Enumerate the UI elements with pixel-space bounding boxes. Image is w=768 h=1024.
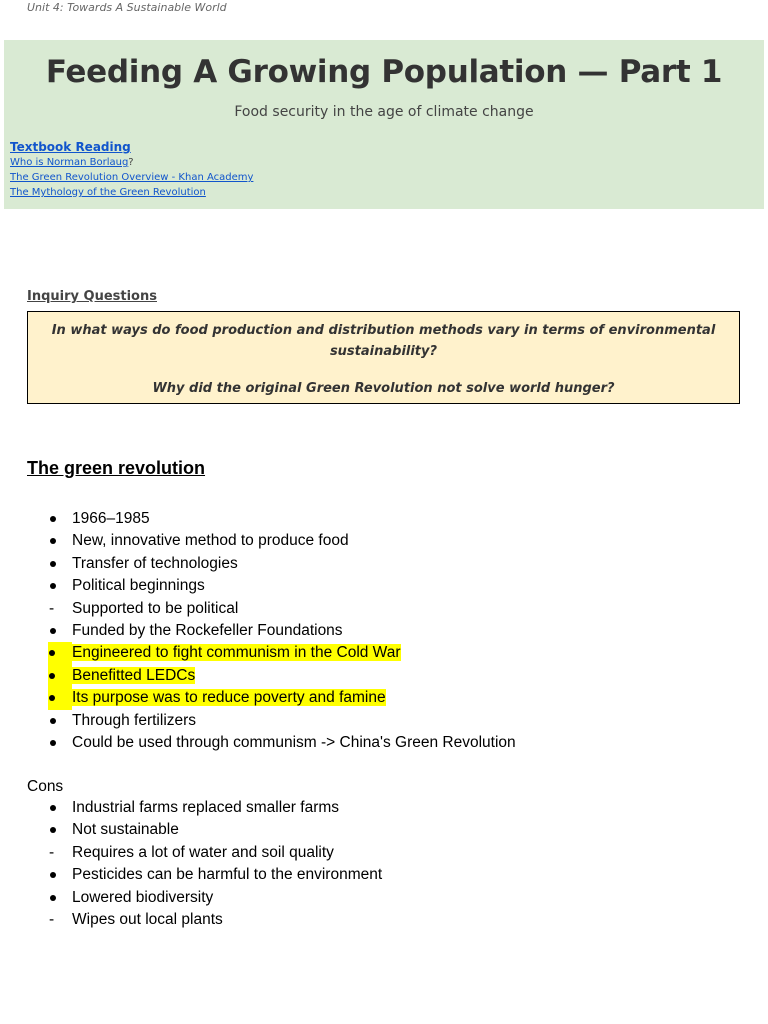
textbook-reading-link[interactable]: Textbook Reading (10, 140, 131, 154)
norman-borlaug-link[interactable]: Who is Norman Borlaug (10, 157, 129, 168)
list-item-text: Lowered biodiversity (72, 888, 214, 906)
cons-list (27, 797, 382, 931)
list-item (27, 553, 516, 575)
list-item-text: Benefitted LEDCs (72, 666, 196, 684)
list-item (27, 575, 516, 597)
list-item-text: Industrial farms replaced smaller farms (72, 799, 340, 816)
list-item (27, 819, 382, 841)
list-item-text: Supported to be political (72, 599, 239, 617)
green-revolution-list (27, 508, 516, 754)
list-item-text: Its purpose was to reduce poverty and famine (72, 689, 386, 707)
list-item-text: Through fertilizers (72, 711, 197, 729)
list-item-text: Funded by the Rockefeller Foundations (72, 622, 343, 640)
dash-marker: - (49, 599, 55, 617)
list-item-text: Political beginnings (72, 577, 205, 595)
list-item-text: Pesticides can be harmful to the environment (72, 866, 383, 884)
section-heading: The green revolution (27, 458, 206, 478)
link-line (10, 185, 253, 200)
list-item-text: Requires a lot of water and soil quality (72, 843, 334, 861)
inquiry-heading: Inquiry Questions (27, 289, 157, 304)
cons-label: Cons (27, 778, 64, 795)
bullet-icon (48, 642, 72, 664)
khan-academy-link[interactable]: The Green Revolution Overview - Khan Academy (10, 172, 254, 183)
list-item (27, 732, 516, 754)
link-line (10, 170, 253, 185)
link-line (10, 155, 253, 170)
list-item (27, 909, 382, 931)
bullet-icon (48, 665, 72, 687)
list-item (27, 665, 516, 687)
dash-marker: - (49, 911, 55, 929)
page-subtitle: Food security in the age of climate change (234, 104, 534, 120)
list-item-text: Could be used through communism -> China's Green Revolution (72, 734, 516, 752)
inquiry-question: Why did the original Green Revolution not solve world hunger? (152, 381, 615, 396)
list-item (27, 887, 382, 909)
unit-label: Unit 4: Towards A Sustainable World (27, 1, 227, 14)
list-item (27, 842, 382, 864)
inquiry-question: In what ways do food production and distribution methods vary in terms of environmental sustainability? (51, 323, 716, 359)
list-item-text: 1966–1985 (72, 510, 150, 527)
link-suffix: ? (128, 157, 134, 168)
bullet-icon (48, 687, 72, 709)
page-title: Feeding A Growing Population — Part 1 (45, 54, 723, 90)
list-item-text: Not sustainable (72, 821, 179, 839)
list-item (27, 642, 516, 664)
list-item (27, 530, 516, 552)
list-item-text: Engineered to fight communism in the Cold War (72, 644, 401, 662)
list-item (27, 687, 516, 709)
list-item-text: Wipes out local plants (72, 911, 223, 929)
list-item (27, 598, 516, 620)
list-item (27, 620, 516, 642)
list-item (27, 797, 382, 819)
list-item (27, 864, 382, 886)
list-item-text: Transfer of technologies (72, 554, 238, 572)
list-item (27, 508, 516, 530)
mythology-link[interactable]: The Mythology of the Green Revolution (10, 187, 206, 198)
inquiry-box (27, 311, 740, 404)
list-item (27, 710, 516, 732)
list-item-text: New, innovative method to produce food (72, 532, 349, 550)
dash-marker: - (49, 843, 55, 861)
reading-links (10, 139, 253, 200)
